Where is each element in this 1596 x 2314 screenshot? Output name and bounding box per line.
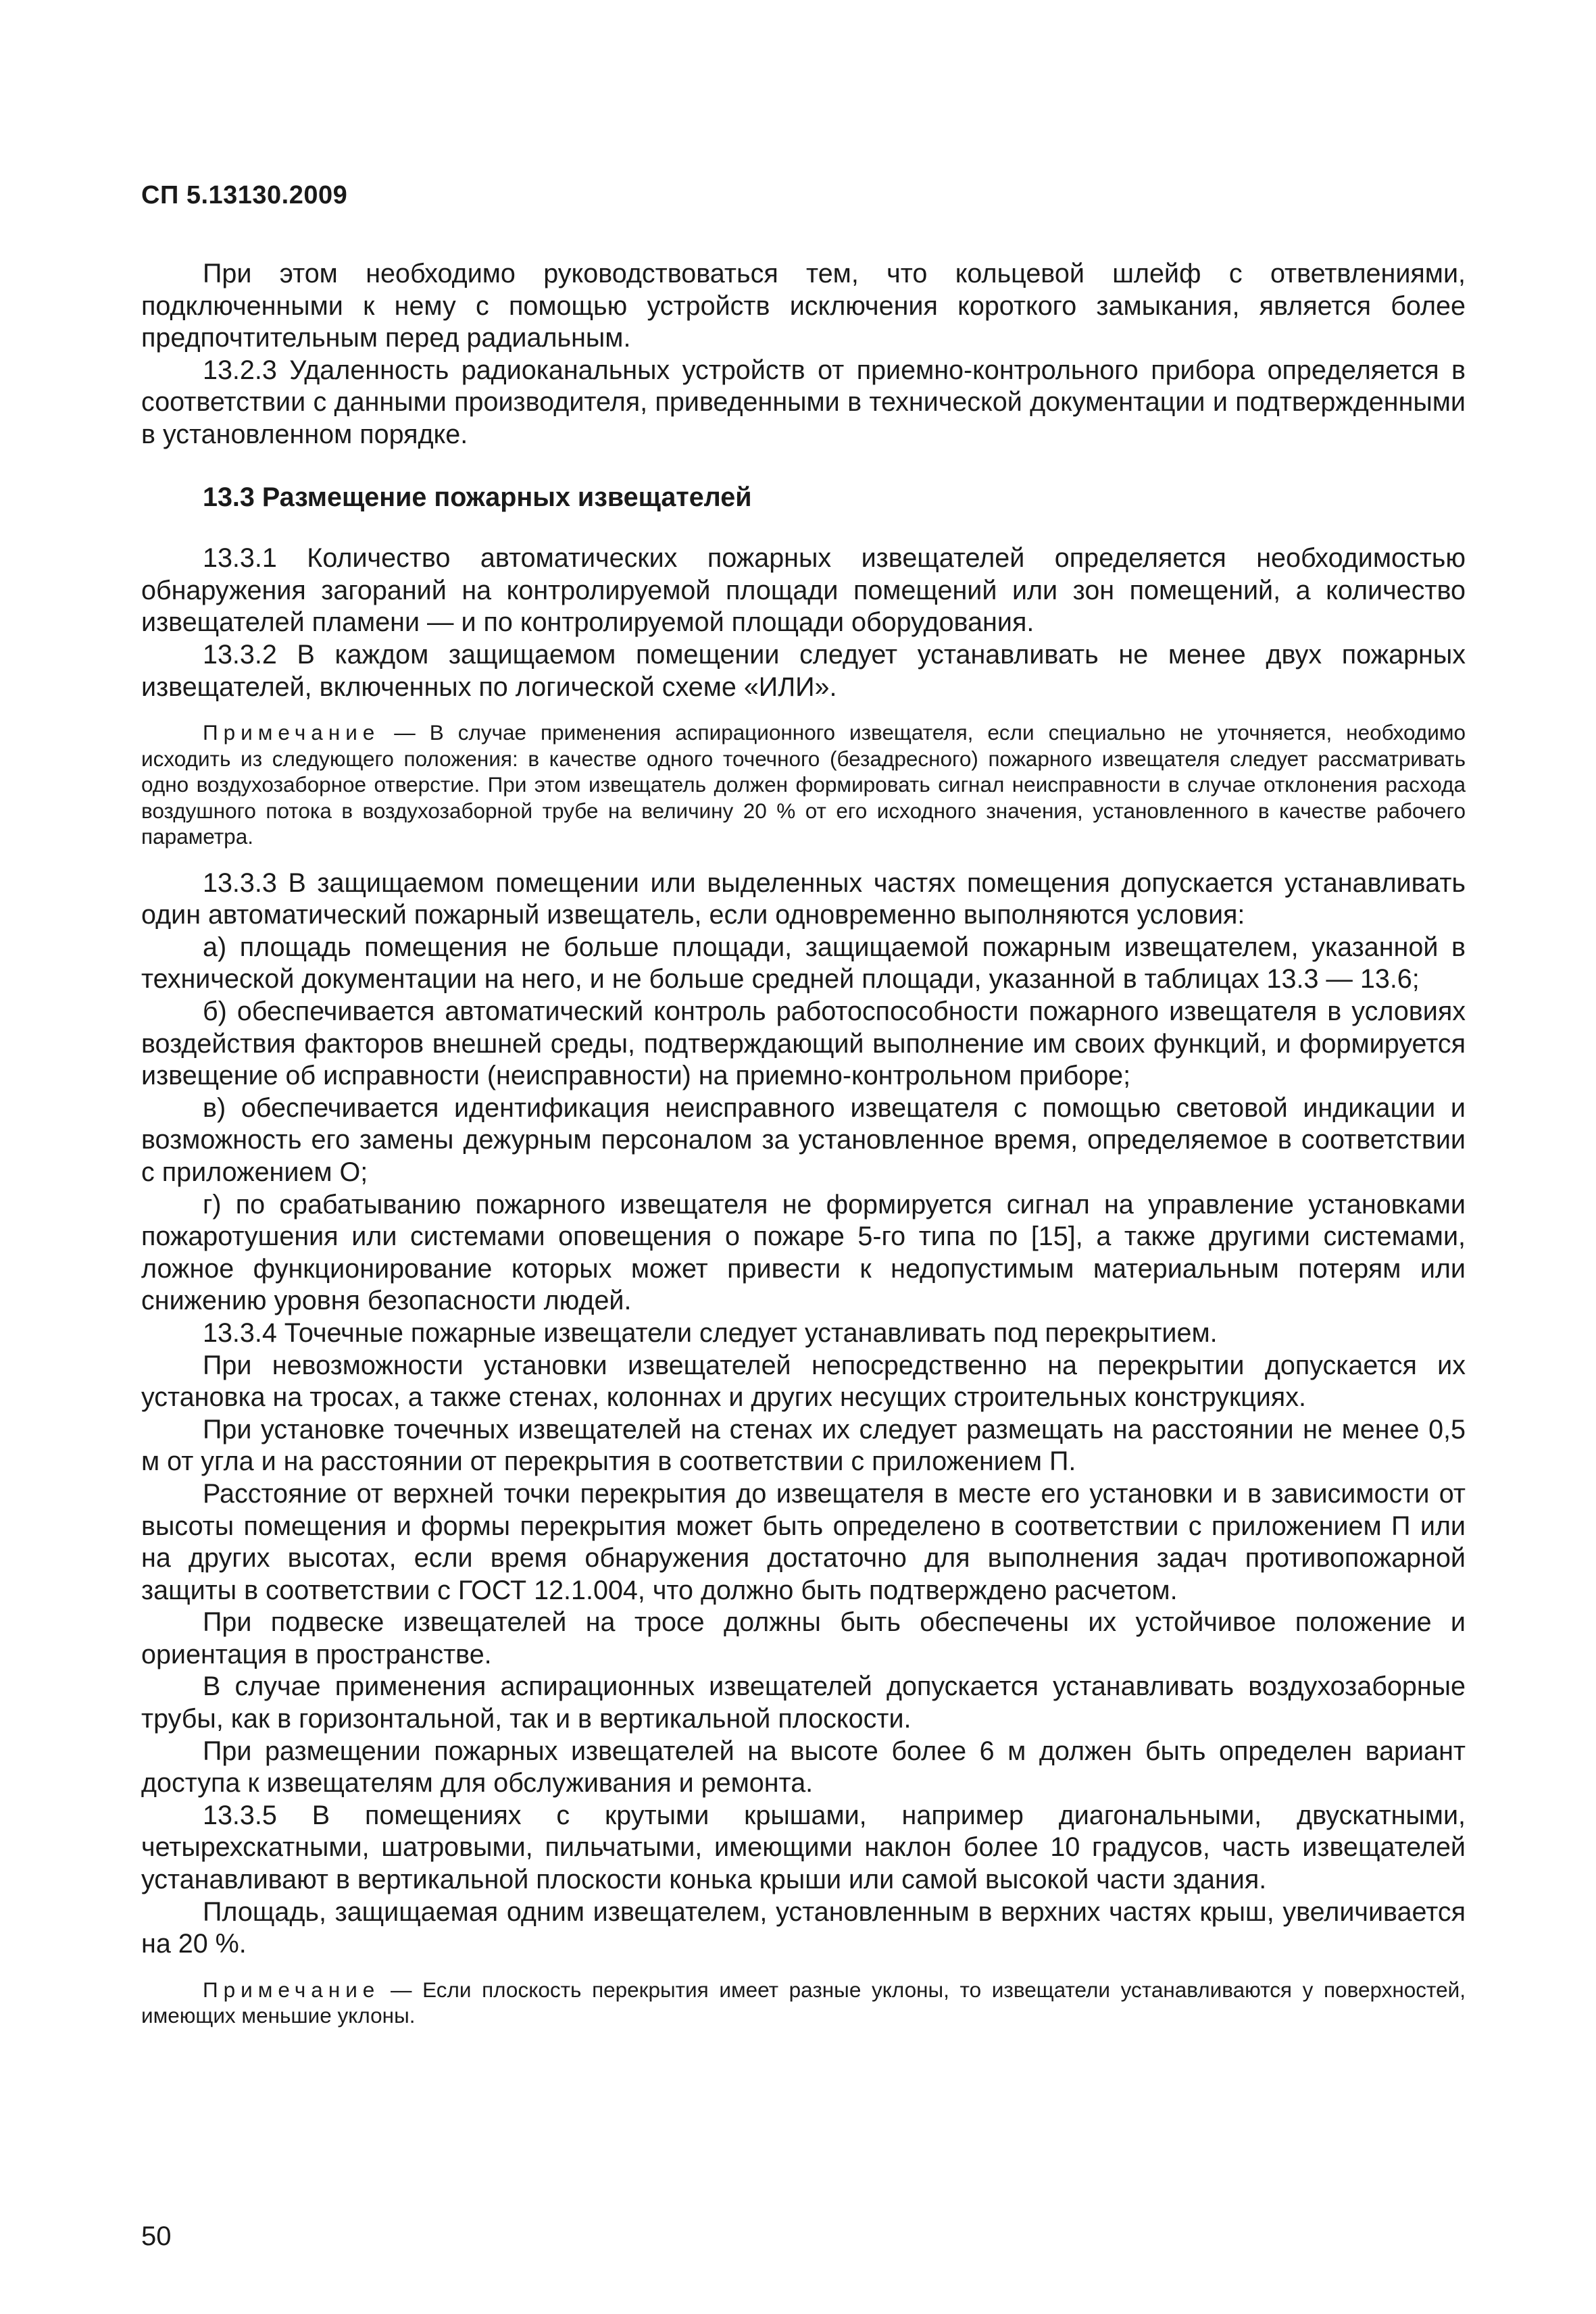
paragraph: При подвеске извещателей на тросе должны быть обеспечены их устойчивое положение и ориентация в пространстве. [141,1607,1466,1669]
note-text: — В случае применения аспирационного извещателя, если специально не уточняется, необходимо исходить из следующего положения: в качестве одного точечного (безадресного) пожарного извещателя следует рассматривать одно воздухозаборное отверстие. При этом извещатель должен формировать сигнал неисправности в случае отклонения расхода воздушного потока в воздухозаборной трубе на величину 20 % от его исходного значения, установленного в качестве рабочего параметра. [141,720,1466,849]
list-item: а) площадь помещения не больше площади, защищаемой пожарным извещателем, указанной в технической документации на него, и не больше средней площади, указанной в таблицах 13.3 — 13.6; [141,932,1466,995]
note-text: — Если плоскость перекрытия имеет разные уклоны, то извещатели устанавливаются у поверхностей, имеющих меньшие уклоны. [141,1977,1466,2028]
paragraph: Расстояние от верхней точки перекрытия до извещателя в месте его установки и в зависимости от высоты помещения и формы перекрытия может быть определено в соответствии с приложением П или на других высотах, если время обнаружения достаточно для выполнения задач противопожарной защиты в соответствии с ГОСТ 12.1.004, что должно быть подтверждено расчетом. [141,1478,1466,1605]
paragraph: Площадь, защищаемая одним извещателем, установленным в верхних частях крыш, увеличивается на 20 %. [141,1896,1466,1959]
note-label: Примечание [203,720,380,745]
paragraph: При размещении пожарных извещателей на высоте более 6 м должен быть определен вариант доступа к извещателям для обслуживания и ремонта. [141,1736,1466,1799]
paragraph: 13.3.4 Точечные пожарные извещатели следует устанавливать под перекрытием. [203,1317,1218,1348]
section-title: 13.3 Размещение пожарных извещателей [203,482,752,512]
paragraph: 13.3.2 В каждом защищаемом помещении следует устанавливать не менее двух пожарных извещателей, включенных по логической схеме «ИЛИ». [141,639,1466,702]
note [141,720,1466,850]
note [141,1977,1466,2029]
paragraph: 13.3.3 В защищаемом помещении или выделенных частях помещения допускается устанавливать один автоматический пожарный извещатель, если одновременно выполняются условия: [141,867,1466,930]
paragraph: При невозможности установки извещателей непосредственно на перекрытии допускается их установка на тросах, а также стенах, колоннах и других несущих строительных конструкциях. [141,1350,1466,1413]
page-number: 50 [141,2221,172,2251]
document-body [141,258,1466,2046]
paragraph: В случае применения аспирационных извещателей допускается устанавливать воздухозаборные трубы, как в горизонтальной, так и в вертикальной плоскости. [141,1671,1466,1734]
list-item: г) по срабатыванию пожарного извещателя не формируется сигнал на управление установками пожаротушения или системами оповещения о пожаре 5-го типа по [15], а также другими системами, ложное функционирование которых может привести к недопустимым материальным потерям или снижению уровня безопасности людей. [141,1189,1466,1316]
list-item: в) обеспечивается идентификация неисправного извещателя с помощью световой индикации и возможность его замены дежурным персоналом за установленное время, определяемое в соответствии с приложением О; [141,1092,1466,1187]
paragraph: 13.3.1 Количество автоматических пожарных извещателей определяется необходимостью обнаружения загораний на контролируемой площади помещений или зон помещений, а количество извещателей пламени — и по контролируемой площади оборудования. [141,543,1466,638]
note-label: Примечание [203,1977,380,2002]
paragraph: При установке точечных извещателей на стенах их следует размещать на расстоянии не менее 0,5 м от угла и на расстоянии от перекрытия в соответствии с приложением П. [141,1414,1466,1477]
document-code-header: СП 5.13130.2009 [141,181,348,209]
list-item: б) обеспечивается автоматический контроль работоспособности пожарного извещателя в условиях воздействия факторов внешней среды, подтверждающий выполнение им своих функций, и формируется извещение об исправности (неисправности) на приемно-контрольном приборе; [141,997,1466,1091]
paragraph: 13.3.5 В помещениях с крутыми крышами, например диагональными, двускатными, четырехскатными, шатровыми, пильчатыми, имеющими наклон более 10 градусов, часть извещателей устанавливают в вертикальной плоскости конька крыши или самой высокой части здания. [141,1800,1466,1895]
paragraph: При этом необходимо руководствоваться тем, что кольцевой шлейф с ответвлениями, подключенными к нему с помощью устройств исключения короткого замыкания, является более предпочтительным перед радиальным. [141,259,1466,353]
paragraph: 13.2.3 Удаленность радиоканальных устройств от приемно-контрольного прибора определяется в соответствии с данными производителя, приведенными в технической документации и подтвержденными в установленном порядке. [141,355,1466,449]
